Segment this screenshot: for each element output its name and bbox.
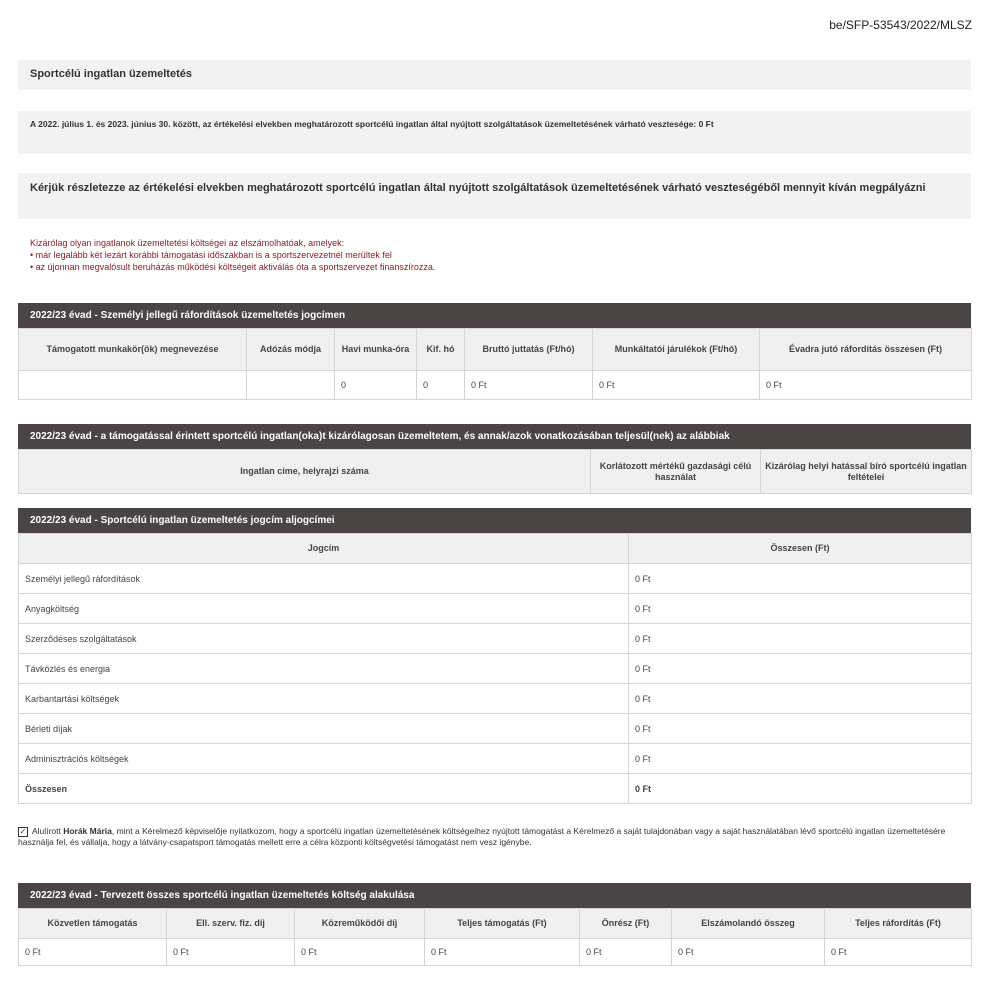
table-cell: 0 Ft	[760, 371, 972, 400]
table-cell: 0 Ft	[629, 594, 972, 624]
table-cell: 0 Ft	[167, 939, 295, 966]
table-cell: 0 Ft	[425, 939, 580, 966]
column-header: Adózás módja	[247, 329, 335, 371]
column-header: Teljes támogatás (Ft)	[425, 909, 580, 939]
table-cell	[247, 371, 335, 400]
representative-name: Horák Mária	[63, 826, 112, 836]
table-row	[19, 684, 972, 714]
table-cell: Szerződéses szolgáltatások	[19, 624, 629, 654]
declaration-text: , mint a Kérelmező képviselője nyilatkozom, hogy a sportcélú ingatlan üzemeltetésének költségeihez nyújtott támogatást a Kérelmező a saját tulajdonában vagy a saját használatában lévő sportcélú ingatlan üzemeltetésére használja fel, és vállalja, hogy a látvány-csapatsport támogatás mellett erre a célra központi költségvetési támogatást nem vesz igénybe.	[18, 826, 946, 847]
personnel-costs-table	[18, 328, 972, 400]
planned-costs-section	[18, 883, 971, 966]
property-operation-section	[18, 424, 971, 494]
declaration-checkbox[interactable]: ✓	[19, 826, 27, 836]
column-header: Elszámolandó összeg	[672, 909, 825, 939]
column-header: Teljes ráfordítás (Ft)	[825, 909, 972, 939]
table-row	[19, 744, 972, 774]
column-header: Összesen (Ft)	[629, 534, 972, 564]
eligibility-note	[30, 237, 435, 273]
column-header: Havi munka-óra	[335, 329, 417, 371]
table-row	[19, 654, 972, 684]
column-header: Jogcím	[19, 534, 629, 564]
table-cell: 0 Ft	[629, 714, 972, 744]
section-header: 2022/23 évad - Sportcélú ingatlan üzemeltetés jogcím aljogcímei	[18, 508, 971, 533]
section-header: 2022/23 évad - a támogatással érintett sportcélú ingatlan(oka)t kizárólagosan üzemeltetem, és annak/azok vonatkozásában teljesül(nek) az alábbiak	[18, 424, 971, 449]
table-cell: 0 Ft	[629, 684, 972, 714]
column-header: Közvetlen támogatás	[19, 909, 167, 939]
table-cell: 0 Ft	[629, 654, 972, 684]
expected-loss-text: A 2022. július 1. és 2023. június 30. között, az értékelési elvekben meghatározott sportcélú ingatlan által nyújtott szolgáltatások üzemeltetésének várható vesztesége: 0 Ft	[18, 111, 971, 154]
eligibility-item: • már legalább két lezárt korábbi támogatási időszakban is a sportszervezetnél merültek fel	[30, 250, 392, 260]
table-cell: Adminisztrációs költségek	[19, 744, 629, 774]
declaration-pre: Alulírott	[32, 826, 64, 836]
table-cell: 0	[417, 371, 465, 400]
table-row	[19, 564, 972, 594]
table-cell: Karbantartási költségek	[19, 684, 629, 714]
page-title: Sportcélú ingatlan üzemeltetés	[18, 60, 971, 90]
column-header: Évadra jutó ráfordítás összesen (Ft)	[760, 329, 972, 371]
column-header: Bruttó juttatás (Ft/hó)	[465, 329, 593, 371]
table-cell: 0 Ft	[629, 774, 972, 804]
total-row	[19, 774, 972, 804]
column-header: Kif. hó	[417, 329, 465, 371]
column-header: Önrész (Ft)	[580, 909, 672, 939]
table-cell: 0 Ft	[629, 624, 972, 654]
table-cell: 0	[335, 371, 417, 400]
table-cell	[19, 371, 247, 400]
request-instruction: Kérjük részletezze az értékelési elvekben meghatározott sportcélú ingatlan által nyújtott szolgáltatások üzemeltetésének várható veszteségéből mennyit kíván megpályázni	[18, 173, 971, 219]
table-row	[19, 939, 972, 966]
declaration	[18, 826, 978, 848]
personnel-costs-section	[18, 303, 971, 400]
column-header: Kizárólag helyi hatással bíró sportcélú ingatlan feltételei	[761, 450, 972, 494]
table-row	[19, 624, 972, 654]
section-header: 2022/23 évad - Tervezett összes sportcélú ingatlan üzemeltetés költség alakulása	[18, 883, 971, 908]
column-header: Támogatott munkakör(ök) megnevezése	[19, 329, 247, 371]
table-row	[19, 594, 972, 624]
table-cell: Bérleti díjak	[19, 714, 629, 744]
table-cell: Anyagköltség	[19, 594, 629, 624]
table-cell: Összesen	[19, 774, 629, 804]
table-cell: 0 Ft	[580, 939, 672, 966]
table-cell: 0 Ft	[295, 939, 425, 966]
subcategories-table	[18, 533, 972, 804]
table-cell: 0 Ft	[629, 564, 972, 594]
table-cell: 0 Ft	[825, 939, 972, 966]
column-header: Korlátozott mértékű gazdasági célú használat	[591, 450, 761, 494]
table-cell: 0 Ft	[593, 371, 760, 400]
table-cell: 0 Ft	[672, 939, 825, 966]
column-header: Közreműködői díj	[295, 909, 425, 939]
eligibility-item: • az újonnan megvalósult beruházás működési költségeit aktiválás óta a sportszervezet finanszírozza.	[30, 262, 436, 272]
table-cell: 0 Ft	[19, 939, 167, 966]
column-header: Ell. szerv. fiz. díj	[167, 909, 295, 939]
section-header: 2022/23 évad - Személyi jellegű ráfordítások üzemeltetés jogcímen	[18, 303, 971, 328]
column-header: Munkáltatói járulékok (Ft/hó)	[593, 329, 760, 371]
property-table	[18, 449, 972, 494]
reference-number: be/SFP-53543/2022/MLSZ	[829, 18, 972, 32]
eligibility-intro: Kizárólag olyan ingatlanok üzemeltetési költségei az elszámolhatóak, amelyek:	[30, 238, 345, 248]
table-row	[19, 714, 972, 744]
subcategories-section	[18, 508, 971, 804]
column-header: Ingatlan címe, helyrajzi száma	[19, 450, 591, 494]
table-cell: 0 Ft	[465, 371, 593, 400]
table-cell: Személyi jellegű ráfordítások	[19, 564, 629, 594]
table-cell: Távközlés és energia	[19, 654, 629, 684]
table-cell: 0 Ft	[629, 744, 972, 774]
planned-costs-table	[18, 908, 972, 966]
table-row	[19, 371, 972, 400]
